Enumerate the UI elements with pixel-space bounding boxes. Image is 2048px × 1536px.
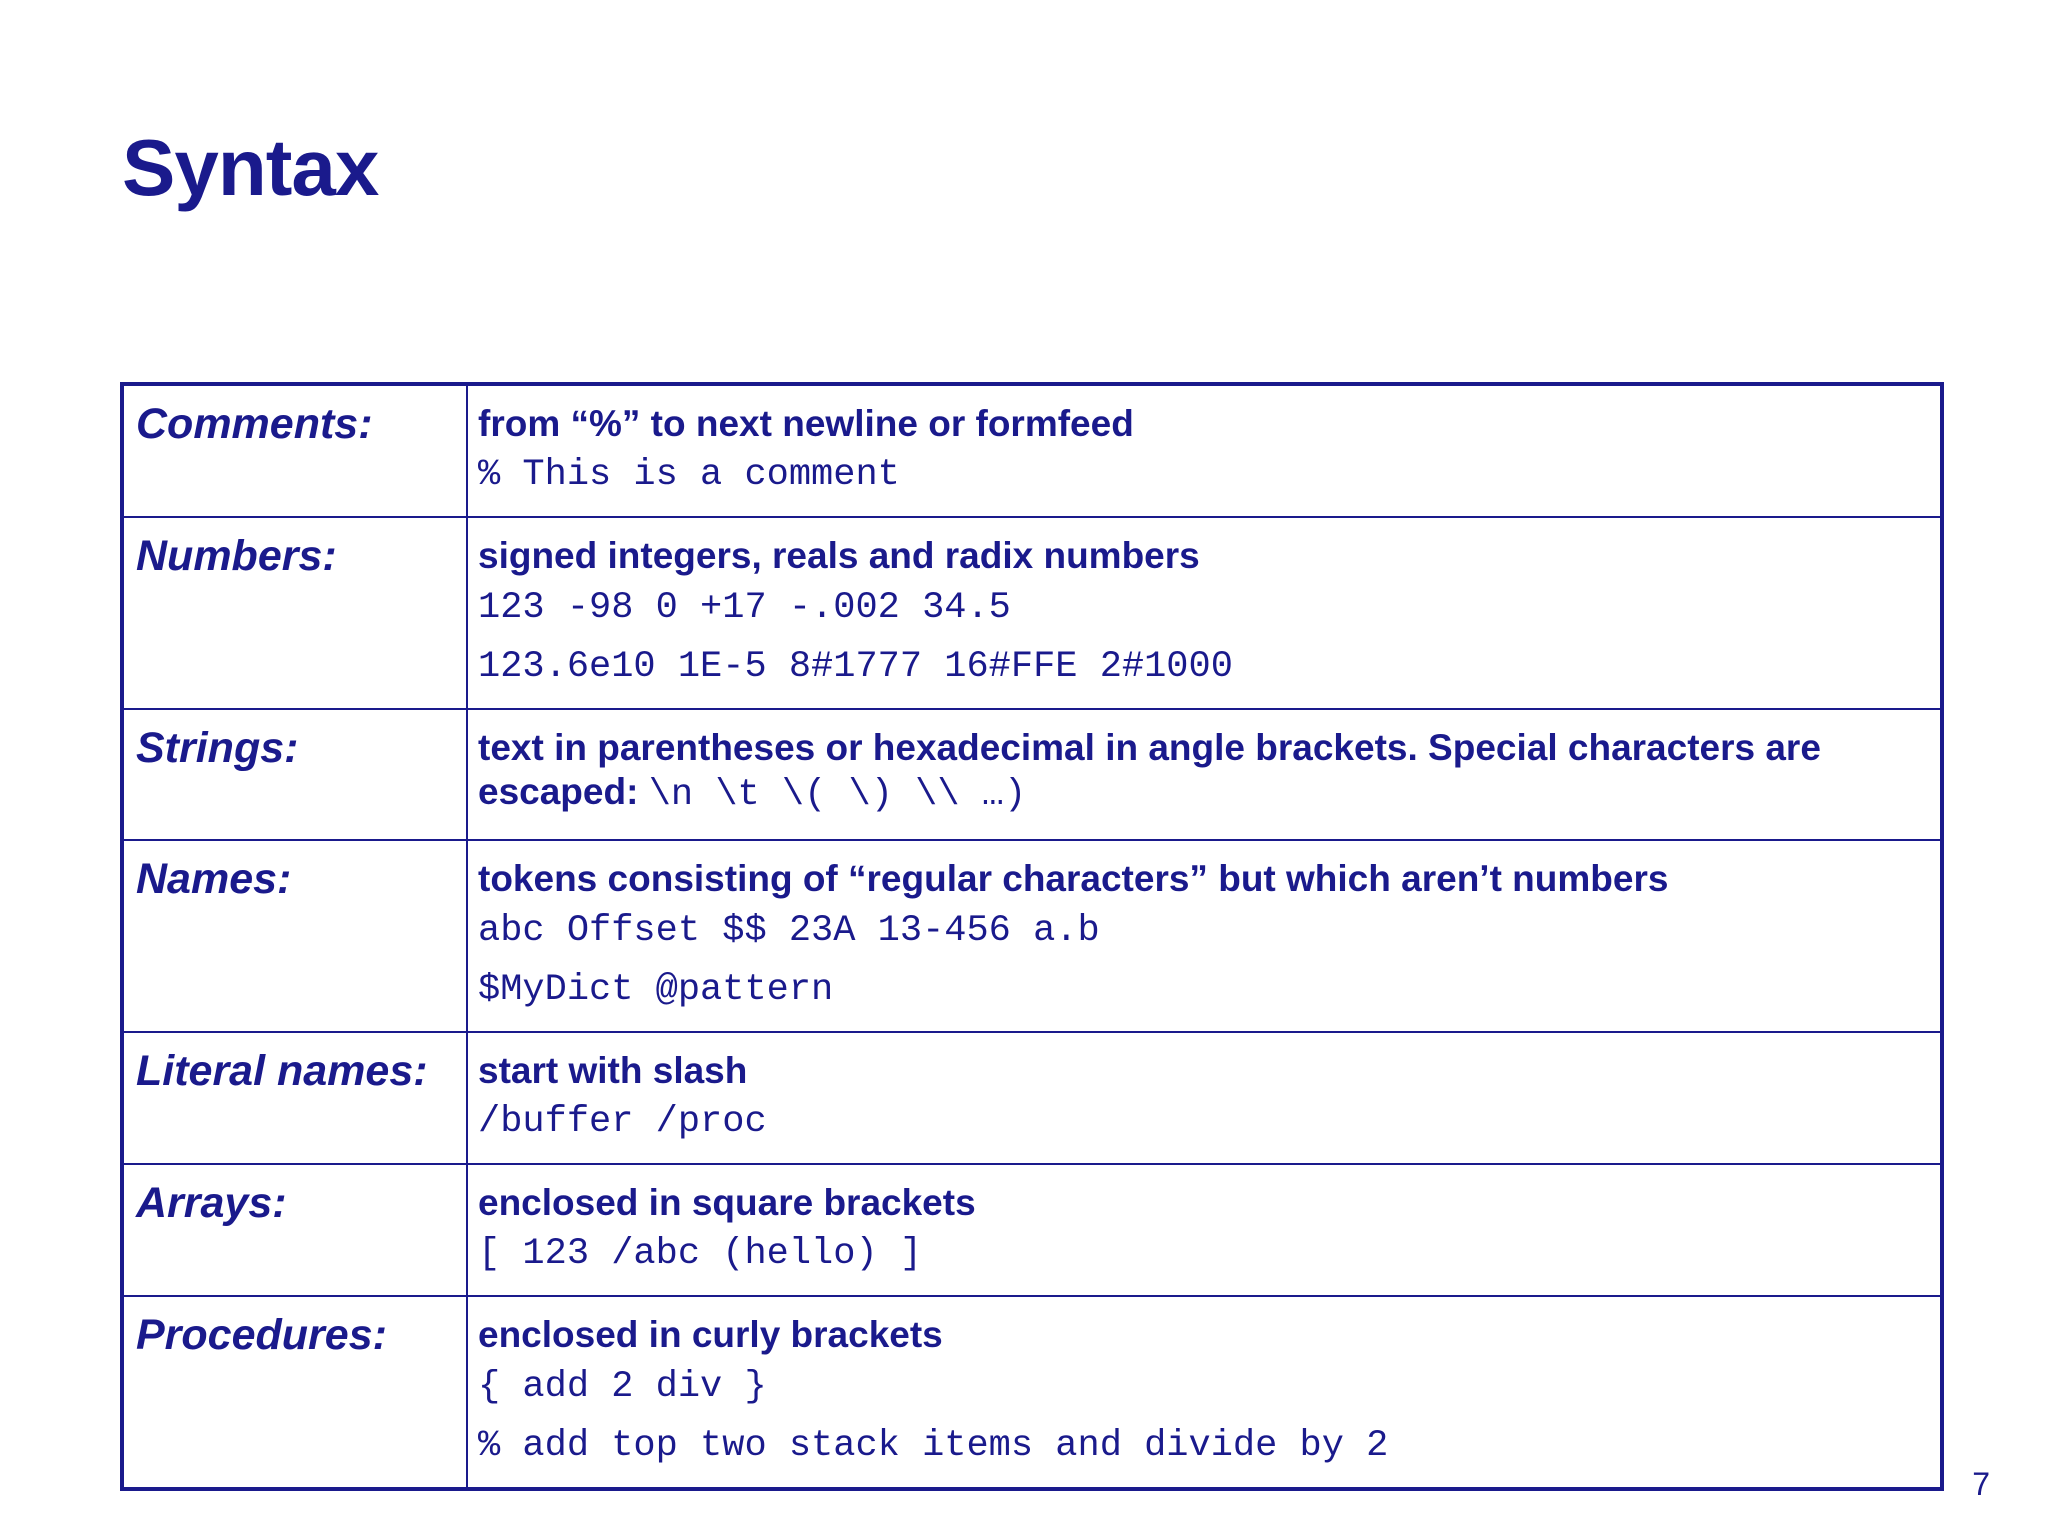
- table-row-arrays: [122, 1164, 1942, 1296]
- row-description: tokens consisting of “regular characters” but which aren’t numbers: [478, 858, 1669, 899]
- row-description: enclosed in curly brackets: [478, 1314, 943, 1355]
- row-content: [467, 1296, 1942, 1489]
- row-description-continued: [478, 770, 1928, 817]
- table-row-numbers: [122, 517, 1942, 709]
- syntax-table: [120, 382, 1944, 1491]
- page-title: Syntax: [122, 123, 379, 212]
- table-row-comments: [122, 384, 1942, 517]
- row-label: Literal names:: [122, 1032, 467, 1164]
- code-example: /buffer /proc: [478, 1101, 767, 1143]
- row-content: [467, 517, 1942, 709]
- table-row-literal-names: [122, 1032, 1942, 1164]
- row-description: start with slash: [478, 1050, 748, 1091]
- code-example: { add 2 div }: [478, 1366, 767, 1408]
- row-label: Strings:: [122, 709, 467, 840]
- row-label: Numbers:: [122, 517, 467, 709]
- row-content: [467, 1164, 1942, 1296]
- row-label: Comments:: [122, 384, 467, 517]
- row-content: [467, 709, 1942, 840]
- table-row-strings: [122, 709, 1942, 840]
- row-content: [467, 840, 1942, 1032]
- row-label: Arrays:: [122, 1164, 467, 1296]
- page-number: 7: [1972, 1466, 1990, 1502]
- row-content: [467, 384, 1942, 517]
- table-row-procedures: [122, 1296, 1942, 1489]
- code-example: $MyDict @pattern: [478, 969, 834, 1011]
- row-label: Procedures:: [122, 1296, 467, 1489]
- code-example: % This is a comment: [478, 454, 900, 496]
- code-example: 123.6e10 1E-5 8#1777 16#FFE 2#1000: [478, 646, 1233, 688]
- row-description: enclosed in square brackets: [478, 1182, 976, 1223]
- row-description: signed integers, reals and radix numbers: [478, 535, 1200, 576]
- row-content: [467, 1032, 1942, 1164]
- row-description: text in parentheses or hexadecimal in angle brackets. Special characters are: [478, 727, 1821, 768]
- escaped-label: escaped:: [478, 771, 649, 812]
- row-label: Names:: [122, 840, 467, 1032]
- code-example: [ 123 /abc (hello) ]: [478, 1233, 923, 1275]
- code-example: 123 -98 0 +17 -.002 34.5: [478, 587, 1011, 629]
- table-row-names: [122, 840, 1942, 1032]
- code-example: % add top two stack items and divide by 2: [478, 1425, 1389, 1467]
- code-example: abc Offset $$ 23A 13-456 a.b: [478, 910, 1100, 952]
- row-description: from “%” to next newline or formfeed: [478, 403, 1134, 444]
- escape-sequences-code: \n \t \( \) \\ …): [648, 774, 1027, 816]
